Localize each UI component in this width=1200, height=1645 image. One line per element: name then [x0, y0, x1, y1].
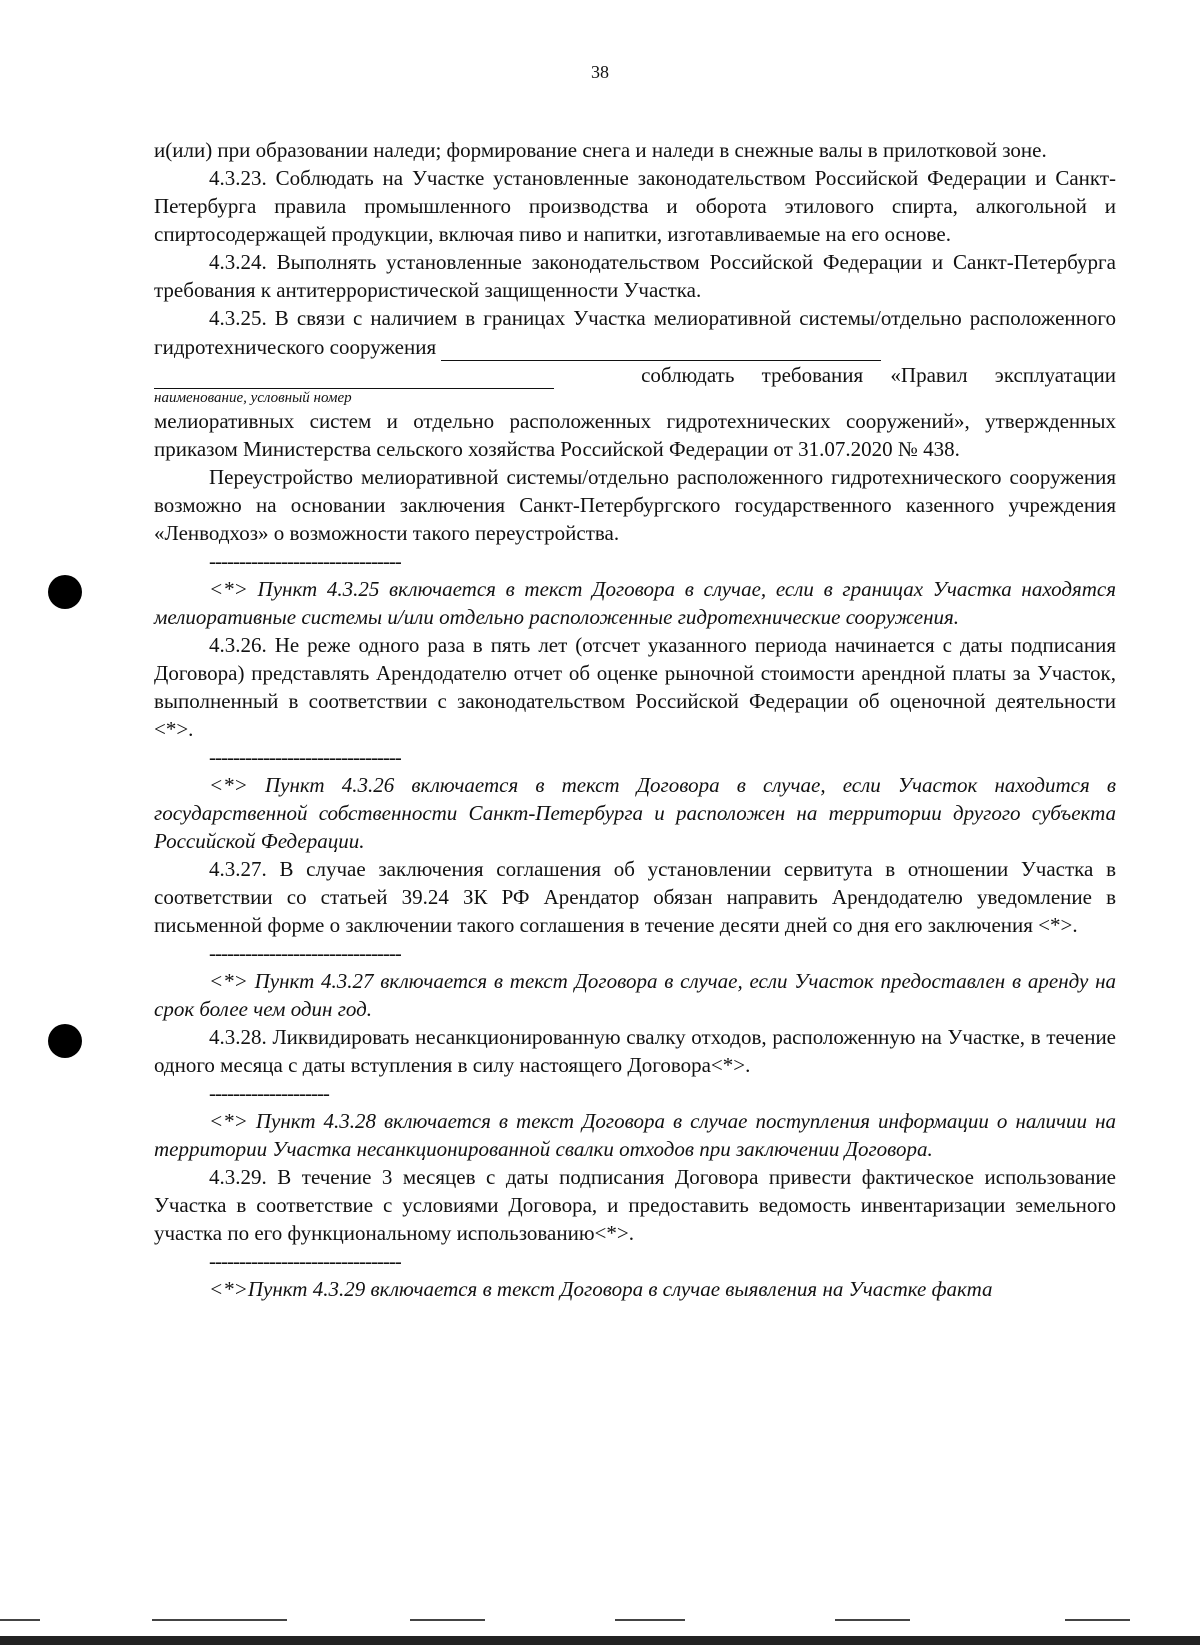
footnote-4-3-25: <*> Пункт 4.3.25 включается в текст Договора в случае, если в границах Участка находятся мелиоративные системы и/или отдельно расположенные гидротехнические сооружения.	[154, 577, 1116, 629]
footnote-4-3-28: <*> Пункт 4.3.28 включается в текст Договора в случае поступления информации о наличии на территории Участка несанкционированной свалки отходов при заключении Договора.	[154, 1109, 1116, 1161]
clause-4-3-25-reconstruction: Переустройство мелиоративной системы/отдельно расположенного гидротехнического сооружения возможно на основании заключения Санкт-Петербургского государственного казенного учреждения «Ленводхоз» о возможности такого переустройства.	[154, 465, 1116, 545]
page-number: 38	[591, 62, 609, 82]
clause-4-3-23: 4.3.23. Соблюдать на Участке установленные законодательством Российской Федерации и Санкт-Петербурга правила промышленного производства и оборота этилового спирта, алкогольной и спиртосодержащей продукции, включая пиво и напитки, изготавливаемые на его основе.	[154, 166, 1116, 246]
clause-4-3-25-body: мелиоративных систем и отдельно расположенных гидротехнических сооружений», утвержденных приказом Министерства сельского хозяйства Российской Федерации от 31.07.2020 № 438.	[154, 409, 1116, 461]
scan-bottom-edge	[0, 1636, 1200, 1645]
clause-4-3-26: 4.3.26. Не реже одного раза в пять лет (отсчет указанного периода начинается с даты подписания Договора) представлять Арендодателю отчет об оценке рыночной стоимости арендной платы за Участок, выполненный в соответствии с законодательством Российской Федерации об оценочной деятельности <*>.	[154, 633, 1116, 741]
footnote-4-3-26: <*> Пункт 4.3.26 включается в текст Договора в случае, если Участок находится в государственной собственности Санкт-Петербурга и расположен на территории другого субъекта Российской Федерации.	[154, 773, 1116, 853]
clause-4-3-25-text: 4.3.25. В связи с наличием в границах Участка мелиоративной системы/отдельно расположенного гидротехнического сооружения	[154, 306, 1116, 359]
document-body	[154, 136, 1116, 1303]
footnote-separator: --------------------------------	[209, 1249, 401, 1273]
fill-in-line	[154, 360, 554, 389]
scan-artifact-line	[835, 1619, 910, 1621]
footnote-4-3-27: <*> Пункт 4.3.27 включается в текст Договора в случае, если Участок предоставлен в аренду на срок более чем один год.	[154, 969, 1116, 1021]
footnote-separator: --------------------	[209, 1081, 329, 1105]
footnote-separator: --------------------------------	[209, 549, 401, 573]
punch-hole	[48, 1024, 82, 1058]
scan-artifact-line	[410, 1619, 485, 1621]
clause-4-3-25	[154, 304, 1116, 361]
fill-in-hint: наименование, условный номер	[154, 390, 352, 406]
punch-hole	[48, 575, 82, 609]
paragraph-continuation: и(или) при образовании наледи; формирование снега и наледи в снежные валы в прилотковой зоне.	[154, 138, 1047, 162]
fill-in-line	[441, 332, 881, 361]
scan-artifact-line	[0, 1619, 40, 1621]
scan-artifact-line	[615, 1619, 685, 1621]
fill-in-row	[154, 361, 1116, 389]
clause-4-3-27: 4.3.27. В случае заключения соглашения об установлении сервитута в отношении Участка в соответствии со статьей 39.24 ЗК РФ Арендатор обязан направить Арендодателю уведомление в письменной форме о заключении такого соглашения в течение десяти дней со дня его заключения <*>.	[154, 857, 1116, 937]
scan-artifact-line	[1065, 1619, 1130, 1621]
footnote-separator: --------------------------------	[209, 941, 401, 965]
scan-artifact-line	[152, 1619, 287, 1621]
footnote-separator: --------------------------------	[209, 745, 401, 769]
clause-4-3-29: 4.3.29. В течение 3 месяцев с даты подписания Договора привести фактическое использование Участка в соответствие с условиями Договора, и предоставить ведомость инвентаризации земельного участка по его функциональному использованию<*>.	[154, 1165, 1116, 1245]
clause-4-3-24: 4.3.24. Выполнять установленные законодательством Российской Федерации и Санкт-Петербурга требования к антитеррористической защищенности Участка.	[154, 250, 1116, 302]
clause-4-3-28: 4.3.28. Ликвидировать несанкционированную свалку отходов, расположенную на Участке, в течение одного месяца с даты вступления в силу настоящего Договора<*>.	[154, 1025, 1116, 1077]
clause-4-3-25-text-cont: соблюдать требования «Правил эксплуатации	[641, 363, 1116, 387]
footnote-4-3-29: <*>Пункт 4.3.29 включается в текст Договора в случае выявления на Участке факта	[209, 1277, 993, 1301]
